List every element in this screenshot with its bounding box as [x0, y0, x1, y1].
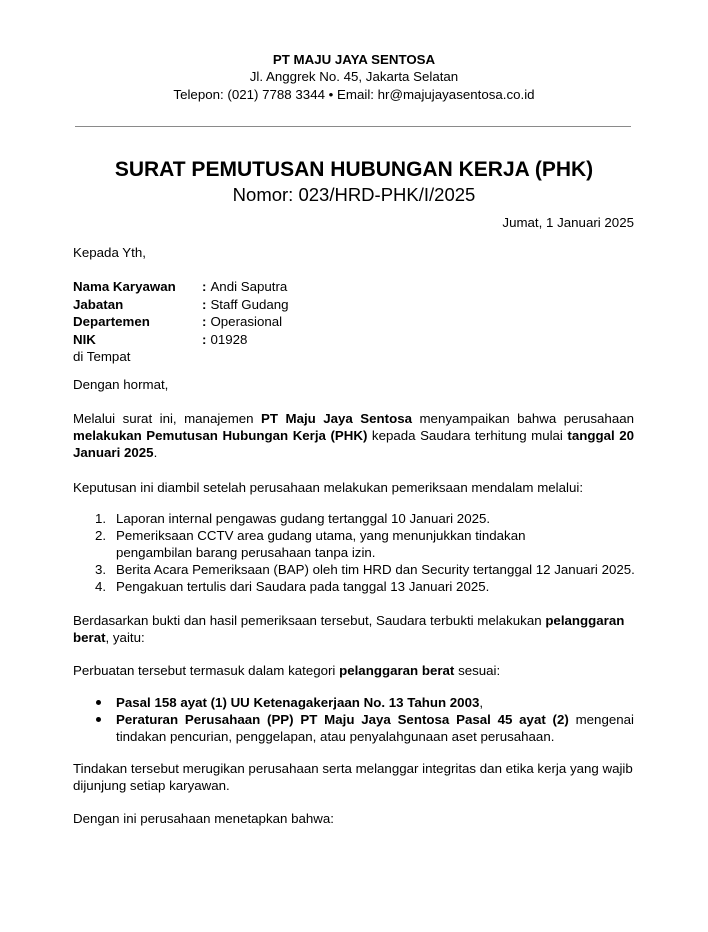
info-label: NIK	[73, 331, 96, 347]
regulation-bold: Pasal 158 ayat (1) UU Ketenagakerjaan No. 13 Tahun 2003	[116, 695, 480, 710]
info-row-name	[73, 278, 634, 296]
info-value: Operasional	[210, 314, 283, 329]
text-run: .	[153, 445, 158, 460]
list-item-text: Laporan internal pengawas gudang tertanggal 10 Januari 2025.	[116, 511, 491, 526]
evidence-list	[73, 510, 634, 595]
list-item-text: Pemeriksaan CCTV area gudang utama, yang menunjukkan tindakan pengambilan barang perusahaan tanpa izin.	[116, 528, 526, 560]
company-name: PT MAJU JAYA SENTOSA	[272, 52, 436, 67]
list-item	[73, 527, 634, 561]
info-colon: :	[202, 296, 207, 312]
list-item-text: Berita Acara Pemeriksaan (BAP) oleh tim HRD dan Security tertanggal 12 Januari 2025.	[116, 562, 635, 577]
bullet-icon	[96, 717, 101, 722]
list-number: 1.	[95, 511, 107, 526]
letter-title: SURAT PEMUTUSAN HUBUNGAN KERJA (PHK)	[114, 158, 594, 181]
info-value: Staff Gudang	[210, 296, 289, 312]
info-colon: :	[202, 279, 207, 294]
letterhead-divider	[75, 126, 631, 127]
list-item	[73, 561, 634, 578]
list-item-text: Pengakuan tertulis dari Saudara pada tanggal 13 Januari 2025.	[116, 579, 490, 594]
info-label: Jabatan	[73, 296, 124, 312]
info-colon: :	[202, 331, 207, 347]
company-address: Jl. Anggrek No. 45, Jakarta Selatan	[249, 69, 459, 84]
regulation-bold: Peraturan Perusahaan (PP) PT Maju Jaya Sentosa Pasal 45 ayat (2)	[116, 712, 569, 727]
greeting: Dengan hormat,	[73, 377, 169, 392]
paragraph-impact: Tindakan tersebut merugikan perusahaan serta melanggar integritas dan etika kerja yang wajib dijunjung setiap karyawan.	[73, 761, 633, 793]
text-run: menyampaikan bahwa perusahaan	[412, 411, 634, 426]
list-item	[73, 578, 634, 595]
list-number: 3.	[95, 562, 107, 577]
info-row-nik	[73, 331, 634, 349]
phk-statement-bold: melakukan Pemutusan Hubungan Kerja (PHK)	[73, 428, 368, 443]
regulation-list	[73, 694, 634, 745]
recipient-details	[73, 278, 634, 365]
violation-bold: pelanggaran berat	[339, 663, 455, 678]
list-number: 4.	[95, 579, 107, 594]
paragraph-decision-intro: Dengan ini perusahaan menetapkan bahwa:	[73, 811, 334, 826]
list-item	[73, 694, 634, 711]
text-run: mengenai tindakan pencurian, penggelapan, atau penyalahgunaan aset perusahaan.	[116, 712, 634, 744]
text-run: , yaitu:	[105, 630, 145, 645]
paragraph-termination-notice	[73, 410, 634, 461]
info-value: 01928	[210, 331, 248, 347]
bullet-icon	[96, 700, 101, 705]
text-run: Berdasarkan bukti dan hasil pemeriksaan tersebut, Saudara terbukti melakukan	[73, 613, 546, 628]
list-item	[73, 510, 634, 527]
list-number: 2.	[95, 528, 107, 543]
info-row-position	[73, 296, 634, 314]
effective-date-bold: tanggal 20 Januari 2025	[73, 428, 634, 460]
paragraph-category	[73, 662, 634, 679]
paragraph-violation	[73, 612, 634, 646]
text-run: kepada Saudara terhitung mulai	[367, 428, 568, 443]
text-run: Perbuatan tersebut termasuk dalam kategori	[73, 663, 340, 678]
text-run: Melalui surat ini, manajemen	[73, 411, 262, 426]
info-row-department	[73, 313, 634, 331]
list-item-text	[116, 711, 634, 745]
violation-bold: pelanggaran berat	[73, 613, 625, 645]
list-item	[73, 711, 634, 745]
recipient-location: di Tempat	[73, 349, 131, 364]
text-run: sesuai:	[454, 663, 501, 678]
info-label: Departemen	[73, 314, 150, 329]
list-item-text	[116, 694, 634, 711]
company-name-bold: PT Maju Jaya Sentosa	[261, 411, 413, 426]
info-label: Nama Karyawan	[73, 279, 176, 294]
letter-number: Nomor: 023/HRD-PHK/I/2025	[232, 184, 476, 205]
recipient-salutation: Kepada Yth,	[73, 245, 146, 260]
paragraph-investigation-intro: Keputusan ini diambil setelah perusahaan melakukan pemeriksaan mendalam melalui:	[73, 480, 584, 495]
info-colon: :	[202, 314, 207, 329]
info-value: Andi Saputra	[210, 279, 288, 294]
letter-date: Jumat, 1 Januari 2025	[502, 215, 634, 230]
company-contact: Telepon: (021) 7788 3344 • Email: hr@majujayasentosa.co.id	[173, 87, 535, 102]
text-run: ,	[479, 695, 484, 710]
